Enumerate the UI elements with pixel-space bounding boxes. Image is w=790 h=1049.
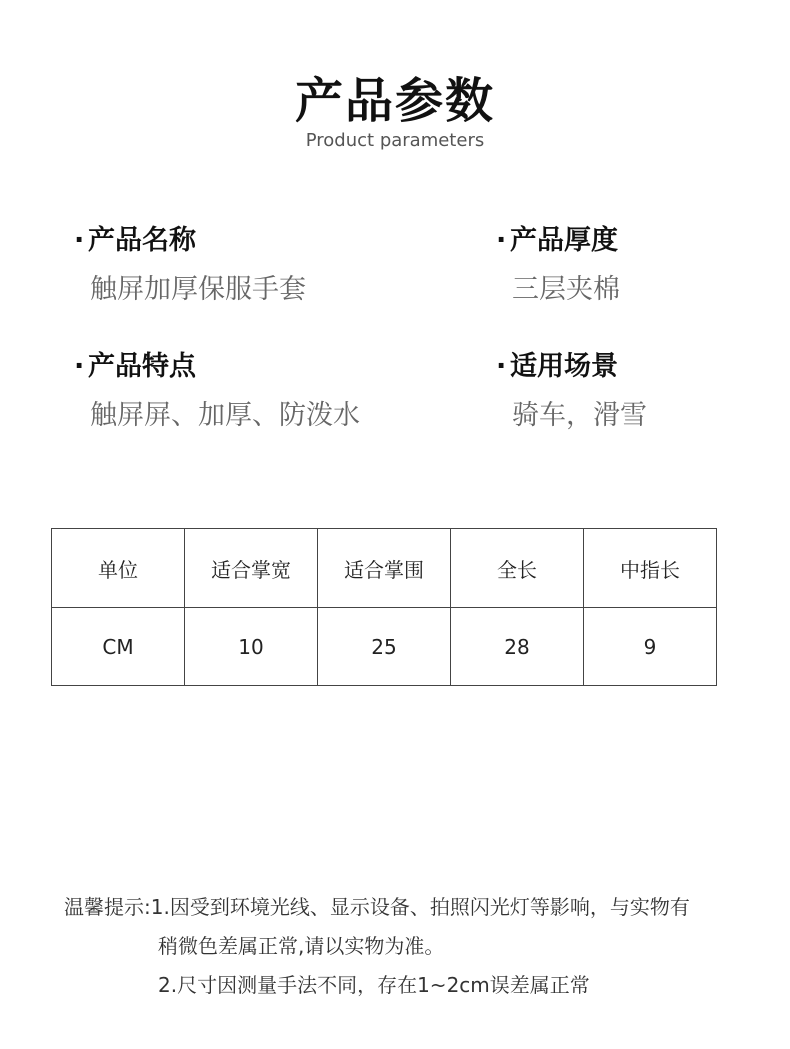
param-label-row [74, 344, 360, 383]
param-scenes [496, 344, 647, 432]
param-label-row [496, 344, 647, 383]
bullet-dot: · [496, 351, 507, 382]
param-value: 骑车，滑雪 [512, 400, 647, 431]
table-cell: 9 [584, 608, 717, 686]
param-label-row [74, 218, 306, 257]
table-row [52, 608, 717, 686]
table-cell: 28 [451, 608, 584, 686]
bullet-dot: · [496, 225, 507, 256]
table-cell: 25 [318, 608, 451, 686]
note-line: 稍微色差属正常,请以实物为准。 [158, 934, 445, 958]
param-label: 产品特点 [88, 351, 196, 382]
param-label-row [496, 218, 620, 257]
bullet-dot: · [74, 351, 85, 382]
table-header-cell: 中指长 [584, 529, 717, 608]
param-label: 产品名称 [88, 225, 196, 256]
page-title: 产品参数 [294, 73, 495, 129]
param-features [74, 344, 360, 432]
param-product-name [74, 218, 306, 306]
note-line: 2.尺寸因测量手法不同，存在1~2cm误差属正常 [158, 973, 590, 997]
param-value: 三层夹棉 [512, 274, 620, 305]
param-label: 适用场景 [510, 351, 618, 382]
bullet-dot: · [74, 225, 85, 256]
size-table [51, 528, 717, 686]
table-header-cell: 单位 [52, 529, 185, 608]
table-cell: 10 [185, 608, 318, 686]
param-value: 触屏加厚保服手套 [90, 274, 306, 305]
table-cell: CM [52, 608, 185, 686]
param-label: 产品厚度 [510, 225, 618, 256]
table-header-cell: 全长 [451, 529, 584, 608]
param-thickness [496, 218, 620, 306]
table-header-cell: 适合掌宽 [185, 529, 318, 608]
table-header-cell: 适合掌围 [318, 529, 451, 608]
table-header-row [52, 529, 717, 608]
param-value: 触屏屏、加厚、防泼水 [90, 400, 360, 431]
note-line: 温馨提示:1.因受到环境光线、显示设备、拍照闪光灯等影响，与实物有 [64, 895, 690, 919]
page-subtitle: Product parameters [305, 130, 485, 151]
notes-block [64, 888, 690, 1005]
